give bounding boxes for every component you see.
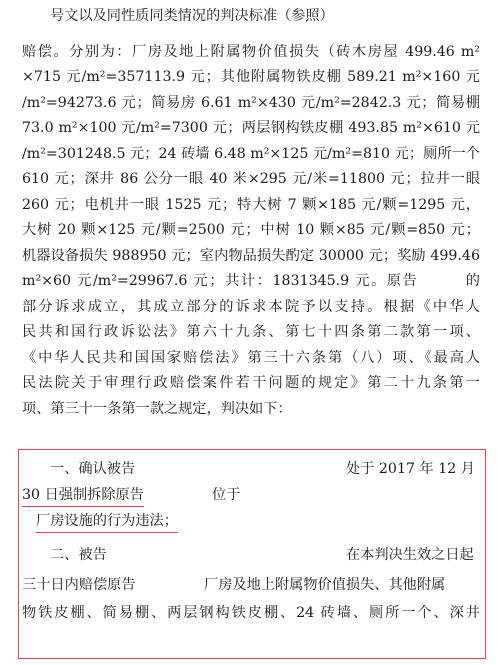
text-line: 机器设备损失 988950 元；室内物品损失酌定 30000 元；奖励 499.46 [22,248,480,264]
text-line: 部分诉求成立，其成立部分的诉求本院予以支持。根据《中华人 [22,299,480,315]
judgment-item-1-location: 位于 [212,487,241,503]
text-line: 《中华人民共和国国家赔偿法》第三十六条第（八）项、《最高人 [22,350,480,366]
judgment-item-2-effective: 在本判决生效之日起 [346,547,474,563]
text-line: 民共和国行政诉讼法》第六十九条、第七十四条第二款第一项、 [22,324,480,340]
text-line: 73.0 m²×100 元/m²=7300 元；两层钢构铁皮棚 493.85 m²×610 元 [22,120,480,136]
text-line: 大树 20 颗×125 元/颗=2500 元；中树 10 颗×85 元/颗=850 元； [22,222,480,238]
judgment-item-1-date: 处于 2017 年 12 月 [346,461,475,477]
judgment-item-2-items-cont: 物铁皮棚、简易棚、两层钢构铁皮棚、24 砖墙、厕所一个、深井 [22,605,480,621]
text-line: 民法院关于审理行政赔偿案件若干问题的规定》第二十九条第一 [22,375,480,391]
text-line: 260 元；电机井一眼 1525 元；特大树 7 颗×185 元/颗=1295 元， [22,197,480,213]
judgment-item-1-action: 30 日强制拆除原告 [22,485,144,507]
text-line: 号文以及同性质同类情况的判决标准（参照） [50,8,334,24]
judgment-item-2-items: 厂房及地上附属物价值损失、其他附属 [204,577,446,593]
text-line: ×715 元/m²=357113.9 元；其他附属物铁皮棚 589.21 m²×160 元 [22,69,480,85]
text-line: 610 元；深井 86 公分一眼 40 米×295 元/米=11800 元；拉井一眼 [22,171,480,187]
judgment-item-2-label: 二、被告 [50,547,107,563]
text-line: m²×60 元/m²=29967.6 元；共计：1831345.9 元。原告 的 [22,273,480,289]
judgment-item-1-label: 一、确认被告 [50,461,136,477]
text-line: /m²=94273.6 元；简易房 6.61 m²×430 元/m²=2842.3 元；简易棚 [22,95,480,111]
text-line: /m²=301248.5 元；24 砖墙 6.48 m²×125 元/m²=810 元；厕所一个 [22,146,480,162]
text-line: 赔偿。分别为：厂房及地上附属物价值损失（砖木房屋 499.46 m² [22,44,480,60]
judgment-item-2-deadline: 三十日内赔偿原告 [22,577,136,593]
judgment-item-1-conclusion: 厂房设施的行为违法； [36,511,178,533]
text-line: 项、第三十一条第一款之规定，判决如下： [22,401,292,417]
